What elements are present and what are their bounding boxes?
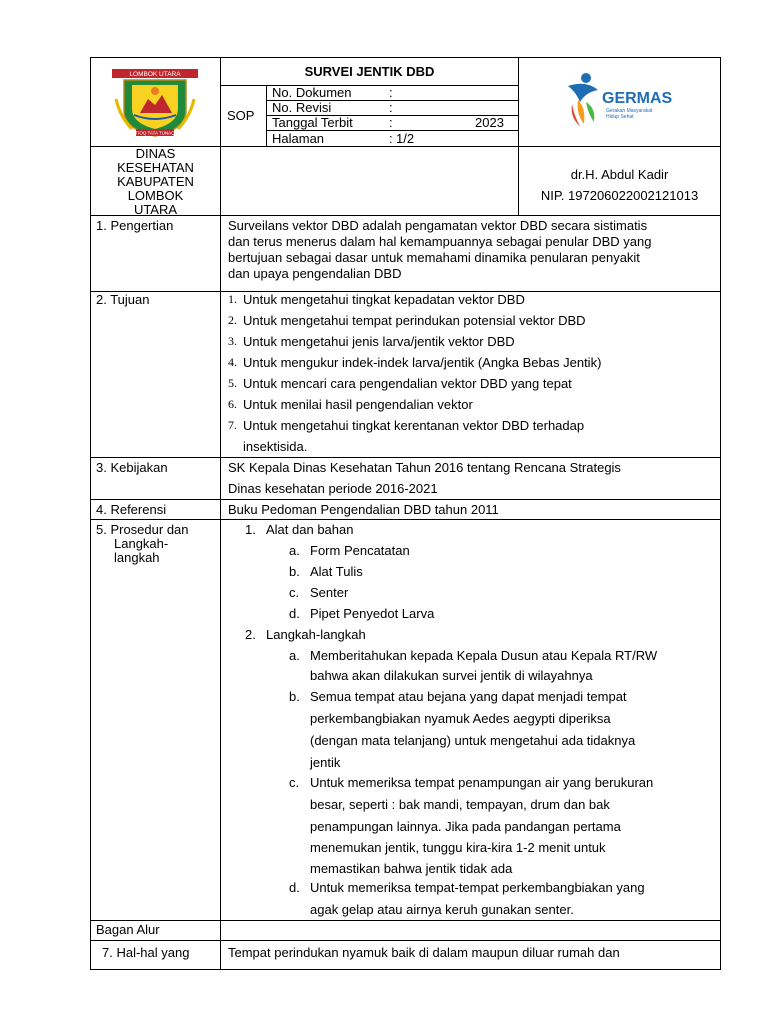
section-label-tujuan: 2. Tujuan (96, 292, 150, 307)
pengertian-line: bertujuan sebagai dasar untuk memahami dinamika penularan penyakit (228, 250, 640, 265)
field-label-halaman: Halaman (272, 131, 325, 146)
field-value-halaman: 1/2 (396, 131, 415, 146)
tujuan-item: Untuk mengetahui tingkat kepadatan vektor DBD (243, 292, 525, 307)
signer-nip: NIP. 197206022002121013 (540, 188, 699, 203)
pengertian-line: dan terus menerus dalam hal kemampuannya sebagai penular DBD yang (228, 234, 652, 249)
tujuan-continuation: insektisida. (243, 439, 308, 454)
tujuan-item: Untuk mengetahui tingkat kerentanan vektor DBD terhadap (243, 418, 585, 433)
langkah-item-line: Memberitahukan kepada Kepala Dusun atau Kepala RT/RW (310, 648, 658, 663)
langkah-item-letter: a. (289, 648, 300, 663)
org-line: LOMBOK (127, 188, 184, 203)
field-sep: : (389, 85, 393, 100)
langkah-item-line: besar, seperti : bak mandi, tempayan, drum dan bak (310, 797, 610, 812)
alat-title: Alat dan bahan (266, 522, 354, 537)
svg-text:LOMBOK UTARA: LOMBOK UTARA (129, 71, 181, 78)
langkah-title: Langkah-langkah (266, 627, 366, 642)
tujuan-item-number: 4. (228, 355, 237, 369)
alat-item-letter: d. (289, 606, 300, 621)
tujuan-item: Untuk mengetahui jenis larva/jentik vektor DBD (243, 334, 515, 349)
svg-text:TIOQ TATA TUNAQ: TIOQ TATA TUNAQ (135, 130, 175, 136)
signer-name: dr.H. Abdul Kadir (570, 167, 669, 182)
svg-text:GERMAS: GERMAS (602, 90, 673, 107)
alat-item-letter: c. (289, 585, 300, 600)
langkah-number: 2. (245, 627, 256, 642)
org-line: KABUPATEN (117, 174, 194, 189)
langkah-item-letter: b. (289, 689, 300, 704)
alat-item-letter: b. (289, 564, 300, 579)
langkah-item-line: penampungan lainnya. Jika pada pandangan pertama (310, 819, 621, 834)
alat-item: Pipet Penyedot Larva (310, 606, 435, 621)
field-sep: : (389, 115, 393, 130)
kebijakan-line: Dinas kesehatan periode 2016-2021 (228, 481, 438, 496)
document-title: SURVEI JENTIK DBD (304, 64, 435, 79)
langkah-item-line: perkembangbiakan nyamuk Aedes aegypti diperiksa (310, 711, 611, 726)
germas-logo (564, 70, 676, 130)
svg-text:Hidup Sehat: Hidup Sehat (606, 114, 634, 120)
tujuan-item-number: 1. (228, 292, 237, 306)
langkah-item-line: bahwa akan dilakukan survei jentik di wilayahnya (310, 668, 593, 683)
field-label-tanggal-terbit: Tanggal Terbit (272, 115, 353, 130)
alat-item: Alat Tulis (310, 564, 363, 579)
section-label-hal-hal: 7. Hal-hal yang (102, 945, 190, 960)
section-label-prosedur: Langkah- (114, 536, 169, 551)
section-label-referensi: 4. Referensi (96, 502, 167, 517)
tujuan-item-number: 6. (228, 397, 237, 411)
alat-item: Form Pencatatan (310, 543, 410, 558)
org-line: UTARA (133, 202, 178, 217)
langkah-item-line: Semua tempat atau bejana yang dapat menjadi tempat (310, 689, 627, 704)
field-value-tanggal-terbit: 2023 (475, 115, 504, 130)
tujuan-item-number: 7. (228, 418, 237, 432)
tujuan-item: Untuk menilai hasil pengendalian vektor (243, 397, 473, 412)
tujuan-item: Untuk mengukur indek-indek larva/jentik (Angka Bebas Jentik) (243, 355, 602, 370)
tujuan-item-number: 3. (228, 334, 237, 348)
langkah-item-line: Untuk memeriksa tempat-tempat perkembangbiakan yang (310, 880, 645, 895)
alat-number: 1. (245, 522, 256, 537)
langkah-item-letter: c. (289, 775, 300, 790)
sop-label: SOP (227, 108, 255, 123)
kebijakan-line: SK Kepala Dinas Kesehatan Tahun 2016 tentang Rencana Strategis (228, 460, 621, 475)
pengertian-line: dan upaya pengendalian DBD (228, 266, 402, 281)
langkah-item-line: (dengan mata telanjang) untuk mengetahui ada tidaknya (310, 733, 636, 748)
langkah-item-line: agak gelap atau airnya keruh gunakan senter. (310, 902, 574, 917)
section-label-pengertian: 1. Pengertian (96, 218, 174, 233)
alat-item-letter: a. (289, 543, 300, 558)
section-label-bagan-alur: Bagan Alur (96, 922, 160, 937)
field-label-no-revisi: No. Revisi (272, 100, 332, 115)
tujuan-item-number: 5. (228, 376, 237, 390)
langkah-item-line: memastikan bahwa jentik tidak ada (310, 861, 513, 876)
alat-item: Senter (310, 585, 349, 600)
field-sep: : (389, 100, 393, 115)
pengertian-line: Surveilans vektor DBD adalah pengamatan vektor DBD secara sistimatis (228, 218, 648, 233)
tujuan-item: Untuk mengetahui tempat perindukan potensial vektor DBD (243, 313, 586, 328)
svg-text:Gerakan Masyarakat: Gerakan Masyarakat (606, 108, 653, 114)
tujuan-item-number: 2. (228, 313, 237, 327)
section-label-kebijakan: 3. Kebijakan (96, 460, 168, 475)
section-label-prosedur: langkah (114, 550, 160, 565)
lombok-utara-logo (112, 69, 198, 139)
hal-hal-text: Tempat perindukan nyamuk baik di dalam maupun diluar rumah dan (228, 945, 620, 960)
org-line: DINAS (135, 146, 176, 161)
field-sep: : (389, 131, 393, 146)
field-label-no-dokumen: No. Dokumen (272, 85, 352, 100)
referensi-text: Buku Pedoman Pengendalian DBD tahun 2011 (228, 502, 499, 517)
langkah-item-letter: d. (289, 880, 300, 895)
section-label-prosedur: 5. Prosedur dan (96, 522, 189, 537)
org-line: KESEHATAN (117, 160, 194, 175)
langkah-item-line: Untuk memeriksa tempat penampungan air yang berukuran (310, 775, 654, 790)
langkah-item-line: jentik (310, 755, 341, 770)
tujuan-item: Untuk mencari cara pengendalian vektor DBD yang tepat (243, 376, 572, 391)
langkah-item-line: menemukan jentik, tunggu kira-kira 1-2 menit untuk (310, 840, 606, 855)
